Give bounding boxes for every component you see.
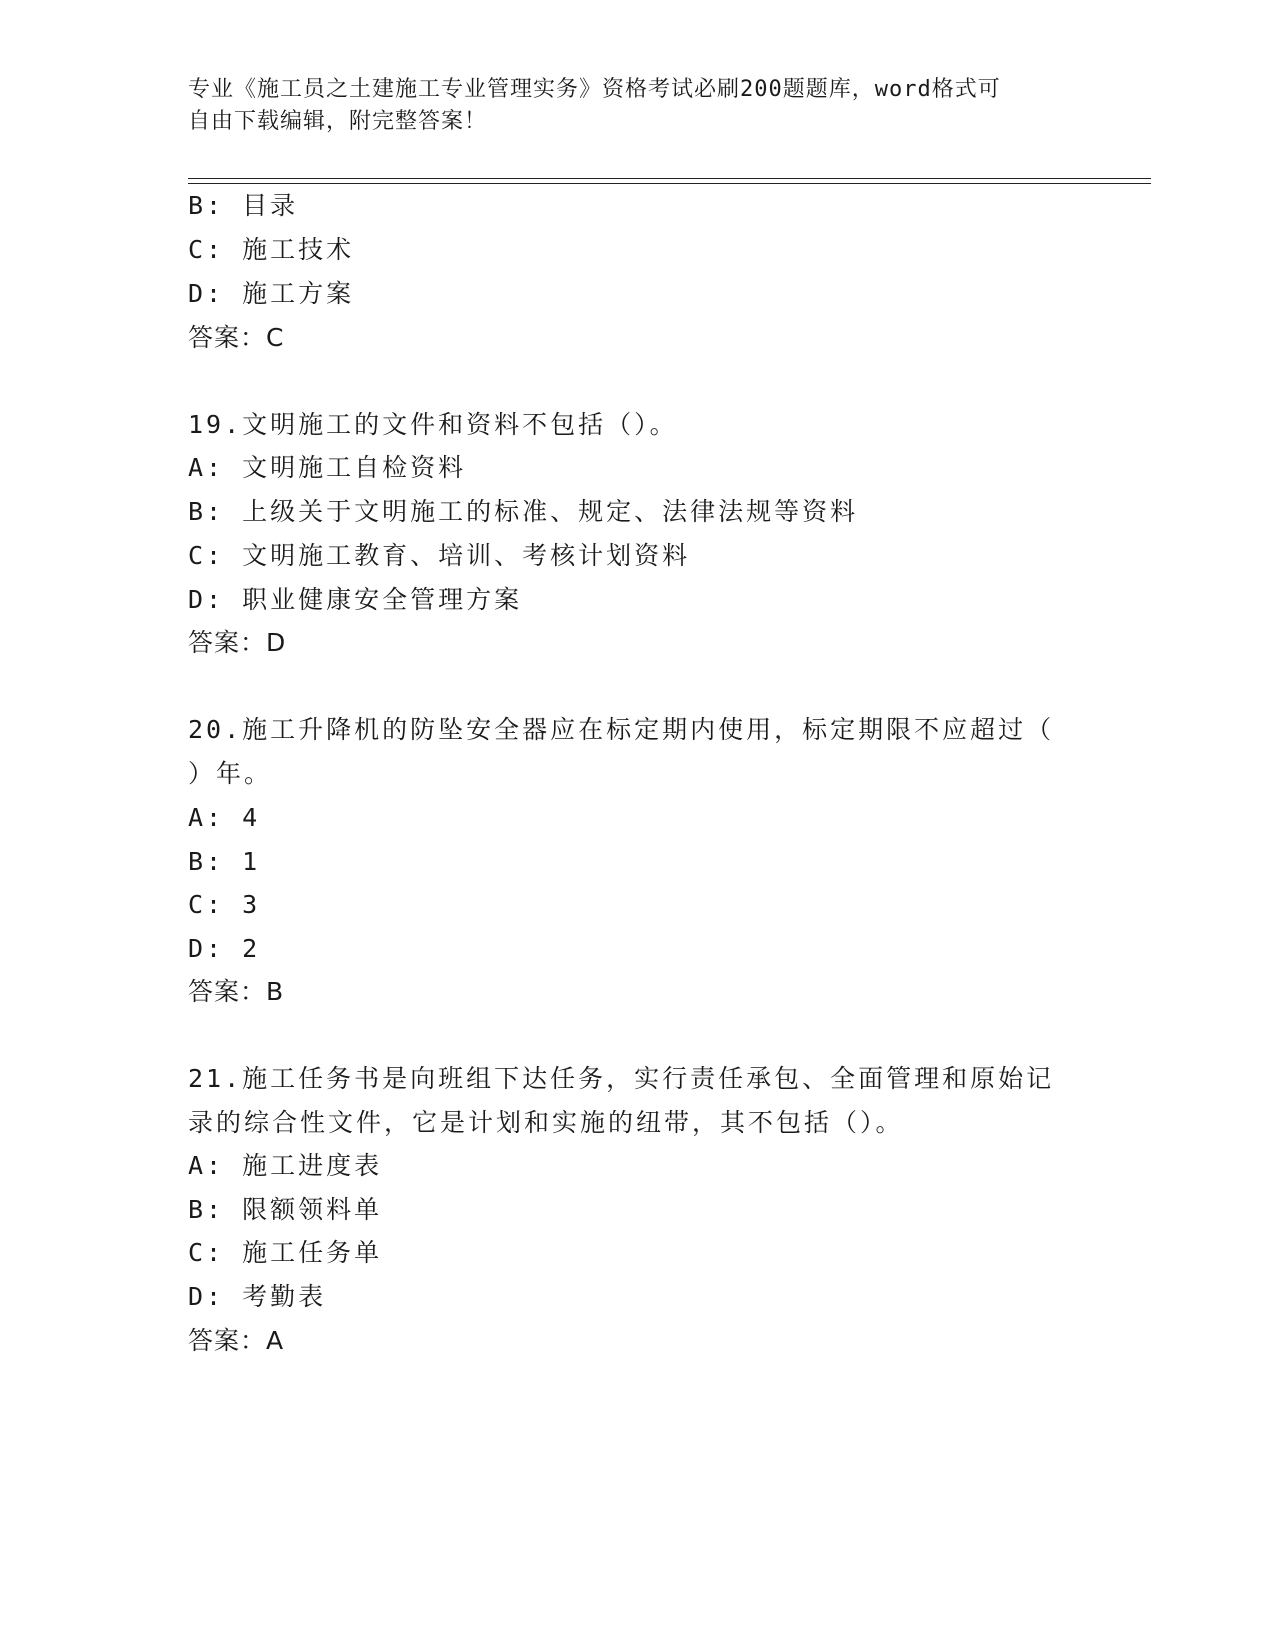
q21-stem-line-1: 21.施工任务书是向班组下达任务，实行责任承包、全面管理和原始记	[188, 1064, 1055, 1093]
q20-option-d: D: 2	[188, 934, 261, 963]
q18-option-c: C: 施工技术	[188, 235, 355, 264]
q20-option-c: C: 3	[188, 890, 261, 919]
q19-option-d: D: 职业健康安全管理方案	[188, 585, 523, 614]
q20-answer: 答案：B	[188, 977, 285, 1006]
q18-option-d: D: 施工方案	[188, 279, 355, 308]
q21-stem-line-2: 录的综合性文件，它是计划和实施的纽带，其不包括（）。	[188, 1108, 904, 1137]
q20-option-b: B: 1	[188, 847, 261, 876]
q21-option-a: A: 施工进度表	[188, 1151, 383, 1180]
q20-option-a: A: 4	[188, 803, 261, 832]
page-header	[188, 74, 1088, 138]
header-divider-top	[188, 178, 1151, 179]
q19-option-a: A: 文明施工自检资料	[188, 453, 467, 482]
header-title-line-1: 专业《施工员之土建施工专业管理实务》资格考试必刷200题题库，word格式可	[188, 77, 1001, 102]
q20-stem-line-2: ）年。	[188, 759, 273, 788]
q19-option-b: B: 上级关于文明施工的标准、规定、法律法规等资料	[188, 497, 859, 526]
q19-stem: 19.文明施工的文件和资料不包括（）。	[188, 410, 678, 439]
q21-option-d: D: 考勤表	[188, 1282, 327, 1311]
q18-option-b: B: 目录	[188, 191, 299, 220]
q18-answer: 答案：C	[188, 323, 285, 352]
q19-option-c: C: 文明施工教育、培训、考核计划资料	[188, 541, 691, 570]
q20-stem-line-1: 20.施工升降机的防坠安全器应在标定期内使用，标定期限不应超过（	[188, 715, 1055, 744]
q21-answer: 答案：A	[188, 1326, 285, 1355]
q21-option-c: C: 施工任务单	[188, 1238, 383, 1267]
q19-answer: 答案：D	[188, 628, 287, 657]
header-title-line-2: 自由下载编辑，附完整答案！	[188, 109, 488, 134]
header-divider-bottom	[188, 183, 1151, 184]
q21-option-b: B: 限额领料单	[188, 1195, 383, 1224]
